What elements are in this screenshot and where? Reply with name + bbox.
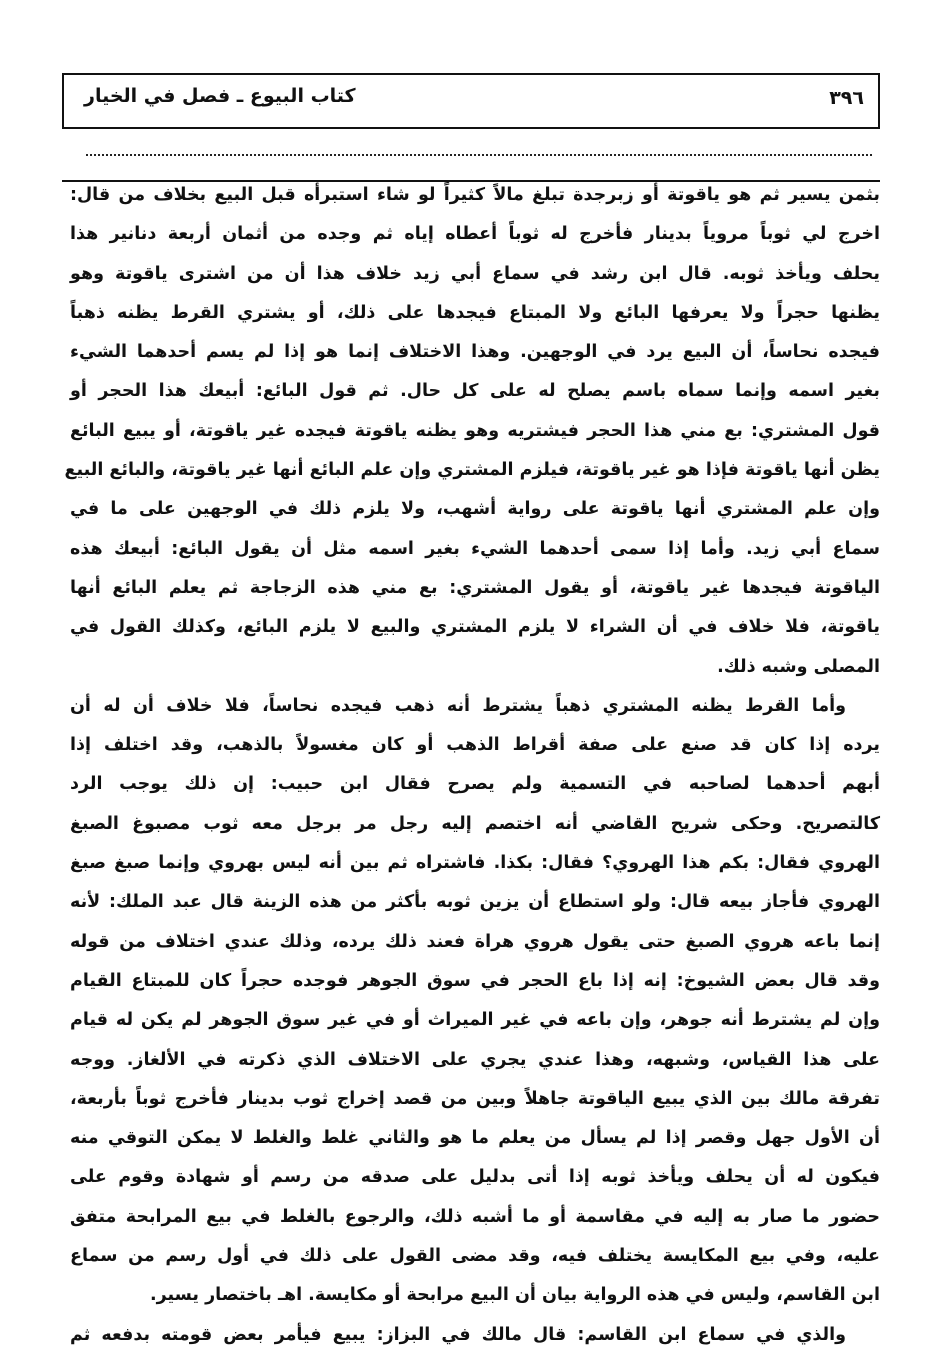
text-line: فيجده نحاساً، أن البيع يرد في الوجهين. وهذا الاختلاف إنما هو إذا لم يسم أحدهما الشيء	[70, 342, 880, 363]
text-line: بثمن يسير ثم هو ياقوتة أو زبرجدة تبلغ مالاً كثيراً لو شاء استبرأه قبل البيع بخلاف من قال:	[70, 185, 880, 205]
text-line: يرده إذا كان قد صنع على صفة أقراط الذهب أو كان مغسولاً بالذهب، وقد اختلف إذا	[70, 735, 880, 756]
text-line: على هذا القياس، وشبهه، وهذا عندي يجري على الاختلاف الذي ذكرته في الألغاز. ووجه	[70, 1049, 880, 1070]
text-line: ابن القاسم، وليس في هذه الرواية بيان أن البيع مرابحة أو مكايسة. اهـ باختصار يسير.	[149, 1285, 880, 1306]
text-line: أن الأول جهل وقصر إذا لم يسأل من يعلم ما هو والثاني غلط والغلط لا يمكن التوقي منه	[70, 1128, 880, 1149]
text-line: حضور ما صار به إليه في مقاسمة أو ما أشبه ذلك، والرجوع بالغلط في بيع المرابحة متفق	[70, 1206, 880, 1227]
text-line: المصلى وشبه ذلك.	[717, 656, 880, 677]
text-line: يظنها حجراً ولا يعرفها البائع ولا المبتاع فيجدها على ذلك، أو يشتري القرط يظنه ذهباً	[70, 302, 880, 323]
running-header	[62, 73, 880, 129]
text-line: بغير اسمه وإنما سماه باسم يصلح له على كل حال. ثم قول البائع: أبيعك هذا الحجر أو	[70, 381, 880, 402]
text-line: أبهم أحدهما لصاحبه في التسمية ولم يصرح فقال ابن حبيب: إن ذلك يوجب الرد	[70, 774, 880, 795]
text-line: الهروي فقال: بكم هذا الهروي؟ فقال: بكذا. فاشتراه ثم بين أنه ليس بهروي وإنما صبغ صبغ	[70, 853, 880, 874]
body-text	[64, 176, 880, 1355]
text-line: عليه، وفي بيع المكايسة يختلف فيه، وقد مضى القول على ذلك في أول رسم من سماع	[70, 1246, 880, 1267]
text-line: يحلف ويأخذ ثوبه. قال ابن رشد في سماع أبي زيد خلاف هذا أن من اشترى ياقوتة وهو	[70, 263, 880, 284]
page-number: ٣٩٦	[829, 87, 864, 109]
text-line: سماع أبي زيد. وأما إذا سمى أحدهما الشيء بغير اسمه مثل أن يقول البائع: أبيعك هذه	[70, 538, 880, 559]
text-line: كالتصريح. وحكى شريح القاضي أنه اختصم إليه رجل مر برجل معه ثوب مصبوغ الصبغ	[70, 813, 880, 834]
chapter-title: كتاب البيوع ـ فصل في الخيار	[84, 85, 356, 107]
text-line: وأما القرط يظنه المشتري ذهباً يشترط أنه ذهب فيجده نحاساً، فلا خلاف أن له أن	[70, 695, 846, 716]
text-line: ياقوتة، فلا خلاف في أن الشراء لا يلزم المشتري والبيع لا يلزم البائع، وكذلك القول في	[70, 617, 880, 638]
text-line: إنما باعه هروي الصبغ حتى يقول هروي هراة فعند ذلك يرده، وذلك عندي اختلاف من قوله	[70, 931, 880, 952]
paragraph-3	[70, 1316, 880, 1355]
text-line: تفرقة مالك بين الذي يبيع الياقوتة جاهلاً وبين من قصد إخراج ثوب بدينار فأخرج ثوباً بأربعة،	[70, 1088, 880, 1109]
text-line: وإن لم يشترط أنه جوهر، وإن باعه في غير الميراث أو في غير سوق الجوهر لم يكن له قيام	[70, 1010, 880, 1031]
paragraph-1	[64, 176, 880, 687]
text-line: يظن أنها ياقوتة فإذا هو غير ياقوتة، فيلزم المشتري وإن علم البائع أنها غير ياقوتة، والبائع البيع	[64, 460, 880, 481]
dotted-divider	[86, 154, 872, 156]
text-line: وإن علم المشتري أنها ياقوتة على رواية أشهب، ولا يلزم ذلك في الوجهين على ما في	[70, 499, 880, 520]
text-line: والذي في سماع ابن القاسم: قال مالك في البزاز: يبيع فيأمر بعض قومته بدفعه ثم	[70, 1324, 846, 1345]
text-line: الهروي فأجاز بيعه قال: ولو استطاع أن يزين ثوبه بأكثر من هذه الزينة قال عبد الملك: لأنه	[70, 892, 880, 913]
text-line: فيكون له أن يحلف ويأخذ ثوبه إذا أتى بدليل على صدقه من رسم أو شهادة وقوم على	[70, 1167, 880, 1188]
text-line: الياقوتة فيجدها غير ياقوتة، أو يقول المشتري: بع مني هذه الزجاجة ثم يعلم البائع أنها	[70, 577, 880, 598]
text-line: اخرج لي ثوباً مروياً بدينار فأخرج له ثوباً أعطاه إياه ثم وجده من أثمان أربعة دنانير هذا	[70, 224, 880, 245]
text-line: وقد قال بعض الشيوخ: إنه إذا باع الحجر في سوق الجوهر فوجده حجراً كان للمبتاع القيام	[70, 970, 880, 991]
paragraph-2	[70, 687, 880, 1316]
text-line: قول المشتري: بع مني هذا الحجر فيشتريه وهو يظنه ياقوتة فيجده غير ياقوتة، أو يبيع البائع	[70, 420, 880, 441]
